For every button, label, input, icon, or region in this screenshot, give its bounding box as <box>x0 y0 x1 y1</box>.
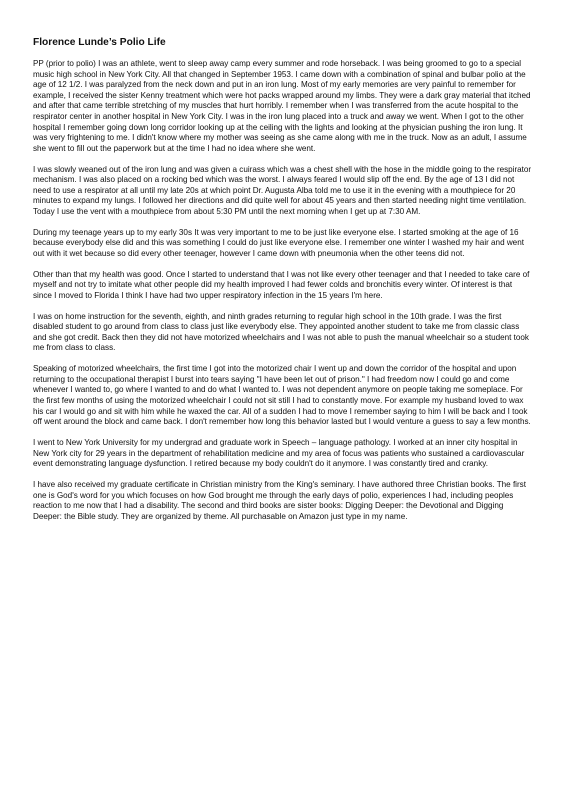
paragraph-teenage-years: During my teenage years up to my early 30s It was very important to me to be just like everyone else. I started smoking at the age of 16 because everybody else did and this was something I could do just like everyone else. I remember one winter I washed my hair and went out with it wet because so did every other teenager, however I came down with pneumonia when the other teens did not. <box>33 227 524 258</box>
document-title: Florence Lunde’s Polio Life <box>33 37 166 48</box>
paragraph-early-polio: PP (prior to polio) I was an athlete, went to sleep away camp every summer and rode horseback. I was being groomed to go to a special music high school in New York City. All that changed in September 1953. I came down with a combination of spinal and bulbar polio at the age of 12 1/2. I was paralyzed from the neck down and put in an iron lung. Most of my early memories are very painful to remember for example, I received the sister Kenny treatment which were hot packs wrapped around my limbs. They were a dark gray material that itched and after that came terrible stretching of my muscles that hurt horribly. I remember when I was transferred from the acute hospital to the respirator center in another hospital in New York City. I was in the iron lung placed into a truck and away we went. When I got to the other hospital I remember going down long corridor looking up at the ceiling with the lights and looking at the physician pushing the iron lung. It was very frightening to me. I didn't know where my mother was seeing as she came along with me in the truck. Now as an adult, I assume she went to fill out the paperwork but at the time I had no idea where she went. <box>33 59 531 153</box>
paragraph-health: Other than that my health was good. Once I started to understand that I was not like every other teenager and that I needed to take care of myself and not try to imitate what other people did my health improved I had fewer colds and bronchitis every winter. Of interest is that since I moved to Florida I think I have had two upper respiratory infection in the 15 years I'm here. <box>33 269 530 300</box>
paragraph-iron-lung-weaning: I was slowly weaned out of the iron lung and was given a cuirass which was a chest shell with the hose in the middle going to the respirator mechanism. I was also placed on a rocking bed which was the worst. I always feared I would slip off the end. By the age of 13 I did not need to use a respirator at all until my late 20s at which point Dr. Augusta Alba told me to use it in the evening with a mouthpiece for 20 minutes to expand my lungs. I followed her directions and did quite well for about 45 years and then started needing night time ventilation. Today I use the vent with a mouthpiece from about 5:30 PM until the next morning when I get up at 7:30 AM. <box>33 164 532 216</box>
paragraph-motorized-wheelchair: Speaking of motorized wheelchairs, the first time I got into the motorized chair I went up and down the corridor of the hospital and upon returning to the occupational therapist I burst into tears saying "I have been let out of prison." I had freedom now I could go and come whenever I wanted to, go where I wanted to and do what I wanted to. I was not dependent anymore on people taking me someplace. For the first few months of using the motorized wheelchair I could not sit still I had to constantly move. For example my husband loved to wax his car I would go and sit with him while he waxed the car. All of a sudden I had to move I remember saying to him I will be back and I took off went around the block and came back. I don't remember how long this behavior lasted but I would venture a guess to say a few months. <box>33 364 531 427</box>
paragraph-ministry-books: I have also received my graduate certificate in Christian ministry from the King's seminary. I have authored three Christian books. The first one is God's word for you which focuses on how God brought me through the early days of polio, experiences I had, including peoples reaction to me now that I had a disability. The second and third books are sister books: Digging Deeper: the Devotional and Digging Deeper: the Bible study. They are organized by theme. All purchasable on Amazon just type in my name. <box>33 479 526 521</box>
paragraph-career: I went to New York University for my undergrad and graduate work in Speech – language pathology. I worked at an inner city hospital in New York city for 29 years in the department of rehabilitation medicine and my area of focus was patients who sustained a cardiovascular event demonstrating language dysfunction. I retired because my body couldn't do it anymore. I was constantly tired and cranky. <box>33 437 525 469</box>
paragraph-schooling: I was on home instruction for the seventh, eighth, and ninth grades returning to regular high school in the 10th grade. I was the first disabled student to go around from class to class just like everybody else. They appointed another student to take me from classic class and she got credit. Back then they did not have motorized wheelchairs and I was not able to push the manual wheelchair so a student took me from class to class. <box>33 311 529 353</box>
